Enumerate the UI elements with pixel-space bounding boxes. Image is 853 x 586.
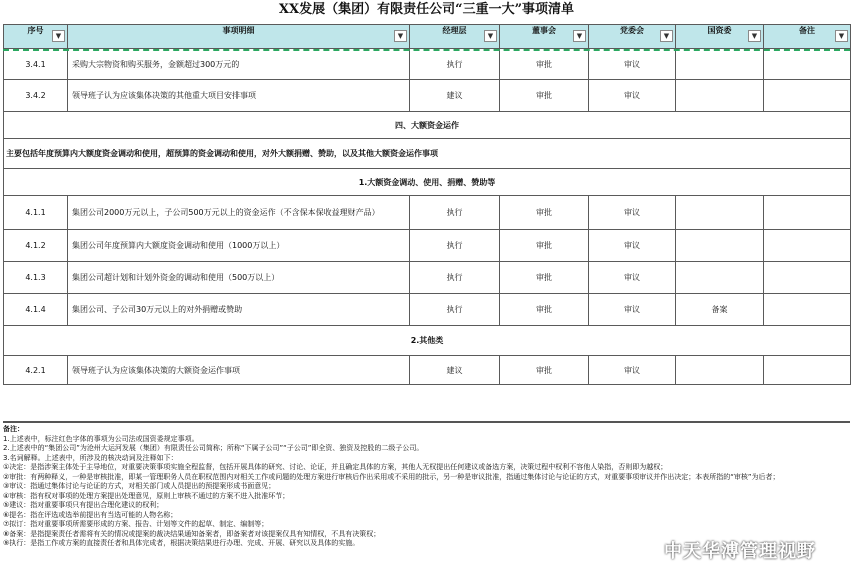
note-line: 2.上述表中的“集团公司”为沧州大运河发展（集团）有限责任公司简称；所称“下属子公司”“子公司”即全资、独资及控股的二级子公司。	[3, 444, 424, 452]
table-row[interactable]	[4, 49, 851, 80]
cell-party[interactable]: 审议	[589, 196, 676, 230]
watermark	[632, 536, 852, 564]
cell-mgr[interactable]: 执行	[410, 49, 500, 80]
header-desc	[68, 25, 410, 49]
header-label: 序号	[27, 26, 44, 35]
cell-sasac[interactable]	[676, 196, 764, 230]
cell-party[interactable]: 审议	[589, 230, 676, 262]
cell-board[interactable]: 审批	[500, 196, 589, 230]
header-no	[4, 25, 68, 49]
table-row[interactable]	[4, 294, 851, 326]
header-board	[500, 25, 589, 49]
cell-board[interactable]: 审批	[500, 49, 589, 80]
cell-desc[interactable]: 采购大宗物资和购买服务，金额超过300万元的	[68, 49, 410, 80]
cell-board[interactable]: 审批	[500, 356, 589, 385]
cell-sasac[interactable]	[676, 49, 764, 80]
cell-note[interactable]	[764, 196, 851, 230]
cell-desc[interactable]: 集团公司超计划和计划外资金的调动和使用（500万以上）	[68, 262, 410, 294]
cell-party[interactable]: 审议	[589, 80, 676, 112]
watermark-text: 中天华溥管理视野	[664, 541, 816, 562]
cell-sasac[interactable]	[676, 356, 764, 385]
header-label: 备注	[799, 26, 815, 35]
header-row	[4, 25, 851, 49]
header-party	[589, 25, 676, 49]
subsection-heading[interactable]: 1.大额资金调动、使用、捐赠、赞助等	[4, 169, 851, 196]
cell-no[interactable]: 4.1.3	[4, 262, 68, 294]
cell-sasac[interactable]: 备案	[676, 294, 764, 326]
note-line: 1.上述表中，标注红色字体的事项为公司法或国资委规定事项。	[3, 434, 199, 443]
cell-board[interactable]: 审批	[500, 230, 589, 262]
section-row[interactable]	[4, 112, 851, 139]
header-mgr	[410, 25, 500, 49]
note-line: ④审核：指有权对事项的处理方案提出处理意见，原则上审核不通过的方案不进入批准环节；	[3, 491, 290, 500]
cell-note[interactable]	[764, 356, 851, 385]
cell-mgr[interactable]: 执行	[410, 196, 500, 230]
cell-mgr[interactable]: 执行	[410, 294, 500, 326]
note-line: ①决定：是指涉案主体处于主导地位，对重要决策事项实施全程监督，包括开展具体的研究、讨论、论证，并且确定具体的方案，其他人无权提出任何建议或备选方案，决策过程中权利不容他人染指，否则即为越权；	[3, 463, 668, 471]
filter-dropdown-icon[interactable]: ▼	[484, 30, 497, 42]
notes-section	[3, 425, 850, 549]
header-note	[764, 25, 851, 49]
subsection-row[interactable]	[4, 326, 851, 356]
note-line: ⑦拟订：指对重要事项所需要形成的方案、报告、计划等文件的起草、制定、编制等；	[3, 520, 269, 528]
table-row[interactable]	[4, 80, 851, 112]
cell-board[interactable]: 审批	[500, 262, 589, 294]
filter-dropdown-icon[interactable]: ▼	[660, 30, 673, 42]
note-line: ⑤建议：指对重要事项只有提出合理化建议的权利；	[3, 501, 164, 509]
cell-party[interactable]: 审议	[589, 294, 676, 326]
cell-no[interactable]: 4.1.1	[4, 196, 68, 230]
cell-sasac[interactable]	[676, 80, 764, 112]
cell-desc[interactable]: 领导班子认为应该集体决策的大额资金运作事项	[68, 356, 410, 385]
cell-no[interactable]: 3.4.1	[4, 49, 68, 80]
cell-mgr[interactable]: 执行	[410, 230, 500, 262]
filter-dropdown-icon[interactable]: ▼	[573, 30, 586, 42]
cell-note[interactable]	[764, 294, 851, 326]
table-row[interactable]	[4, 356, 851, 385]
cell-board[interactable]: 审批	[500, 294, 589, 326]
header-sasac	[676, 25, 764, 49]
subsection-row[interactable]	[4, 169, 851, 196]
header-label: 经理层	[442, 26, 467, 35]
cell-mgr[interactable]: 建议	[410, 356, 500, 385]
header-label: 国资委	[707, 26, 732, 35]
matters-table	[3, 24, 851, 385]
cell-note[interactable]	[764, 49, 851, 80]
cell-mgr[interactable]: 执行	[410, 262, 500, 294]
cell-note[interactable]	[764, 262, 851, 294]
cell-no[interactable]: 4.1.2	[4, 230, 68, 262]
note-line: ⑨执行：是指工作或方案的直接责任者和具体完成者，根据决策结果进行办理、完成、开展、研究以及具体的实施。	[3, 539, 360, 547]
subsection-heading[interactable]: 2.其他类	[4, 326, 851, 356]
filter-dropdown-icon[interactable]: ▼	[835, 30, 848, 42]
note-line: ⑧备案：是指提案责任者需将有关的情况或提案的裁决结果通知备案者，即备案者对该提案仅具有知情权，不具有决策权；	[3, 529, 381, 538]
cell-no[interactable]: 3.4.2	[4, 80, 68, 112]
cell-desc[interactable]: 领导班子认为应该集体决策的其他重大项目安排事项	[68, 80, 410, 112]
header-label: 党委会	[620, 26, 644, 35]
notes-heading: 备注：	[3, 425, 24, 433]
cell-note[interactable]	[764, 230, 851, 262]
note-line: ⑥提名：指在评选或选举前提出有当选可能的人物名称；	[3, 510, 178, 519]
cell-desc[interactable]: 集团公司年度预算内大额度资金调动和使用（1000万以上）	[68, 230, 410, 262]
cell-no[interactable]: 4.1.4	[4, 294, 68, 326]
cell-desc[interactable]: 集团公司、子公司30万元以上的对外捐赠或赞助	[68, 294, 410, 326]
frozen-pane-divider	[3, 49, 850, 51]
cell-sasac[interactable]	[676, 262, 764, 294]
note-line: ③审议：指通过集体讨论与论证的方式，对相关部门或人员提出的预提案形成书面意见；	[3, 482, 276, 490]
note-line: ②审批：有两种释义，一种是审核批准，即某一管理职务人员在职权范围内对相关工作或问题的处理方案进行审核后作出采用或不采用的批示，另一种是审议批准，指通过集体讨论与论证的方式，对重要事项审议并作出决定；本表所指的“审核”为后者；	[3, 472, 780, 481]
cell-party[interactable]: 审议	[589, 262, 676, 294]
header-label: 事项明细	[222, 26, 255, 35]
cell-party[interactable]: 审议	[589, 49, 676, 80]
cell-party[interactable]: 审议	[589, 356, 676, 385]
filter-dropdown-icon[interactable]: ▼	[394, 30, 407, 42]
table-row[interactable]	[4, 230, 851, 262]
description-row[interactable]	[4, 139, 851, 169]
page-title: XX发展（集团）有限责任公司“三重一大”事项清单	[278, 2, 575, 17]
table-row[interactable]	[4, 196, 851, 230]
filter-dropdown-icon[interactable]: ▼	[52, 30, 65, 42]
wechat-icon	[632, 539, 658, 561]
table-bottom-border	[3, 421, 850, 423]
cell-mgr[interactable]: 建议	[410, 80, 500, 112]
cell-sasac[interactable]	[676, 230, 764, 262]
header-label: 董事会	[532, 26, 556, 35]
filter-dropdown-icon[interactable]: ▼	[748, 30, 761, 42]
cell-board[interactable]: 审批	[500, 80, 589, 112]
section-heading[interactable]: 四、大额资金运作	[4, 112, 851, 139]
cell-no[interactable]: 4.2.1	[4, 356, 68, 385]
section-description[interactable]: 主要包括年度预算内大额度资金调动和使用，超预算的资金调动和使用，对外大额捐赠、赞助，以及其他大额资金运作事项	[4, 139, 851, 169]
table-row[interactable]	[4, 262, 851, 294]
cell-note[interactable]	[764, 80, 851, 112]
note-line: 3.名词解释。上述表中，所涉及的核决动词及注释如下：	[3, 453, 178, 462]
cell-desc[interactable]: 集团公司2000万元以上，子公司500万元以上的资金运作（不含保本保收益理财产品）	[68, 196, 410, 230]
